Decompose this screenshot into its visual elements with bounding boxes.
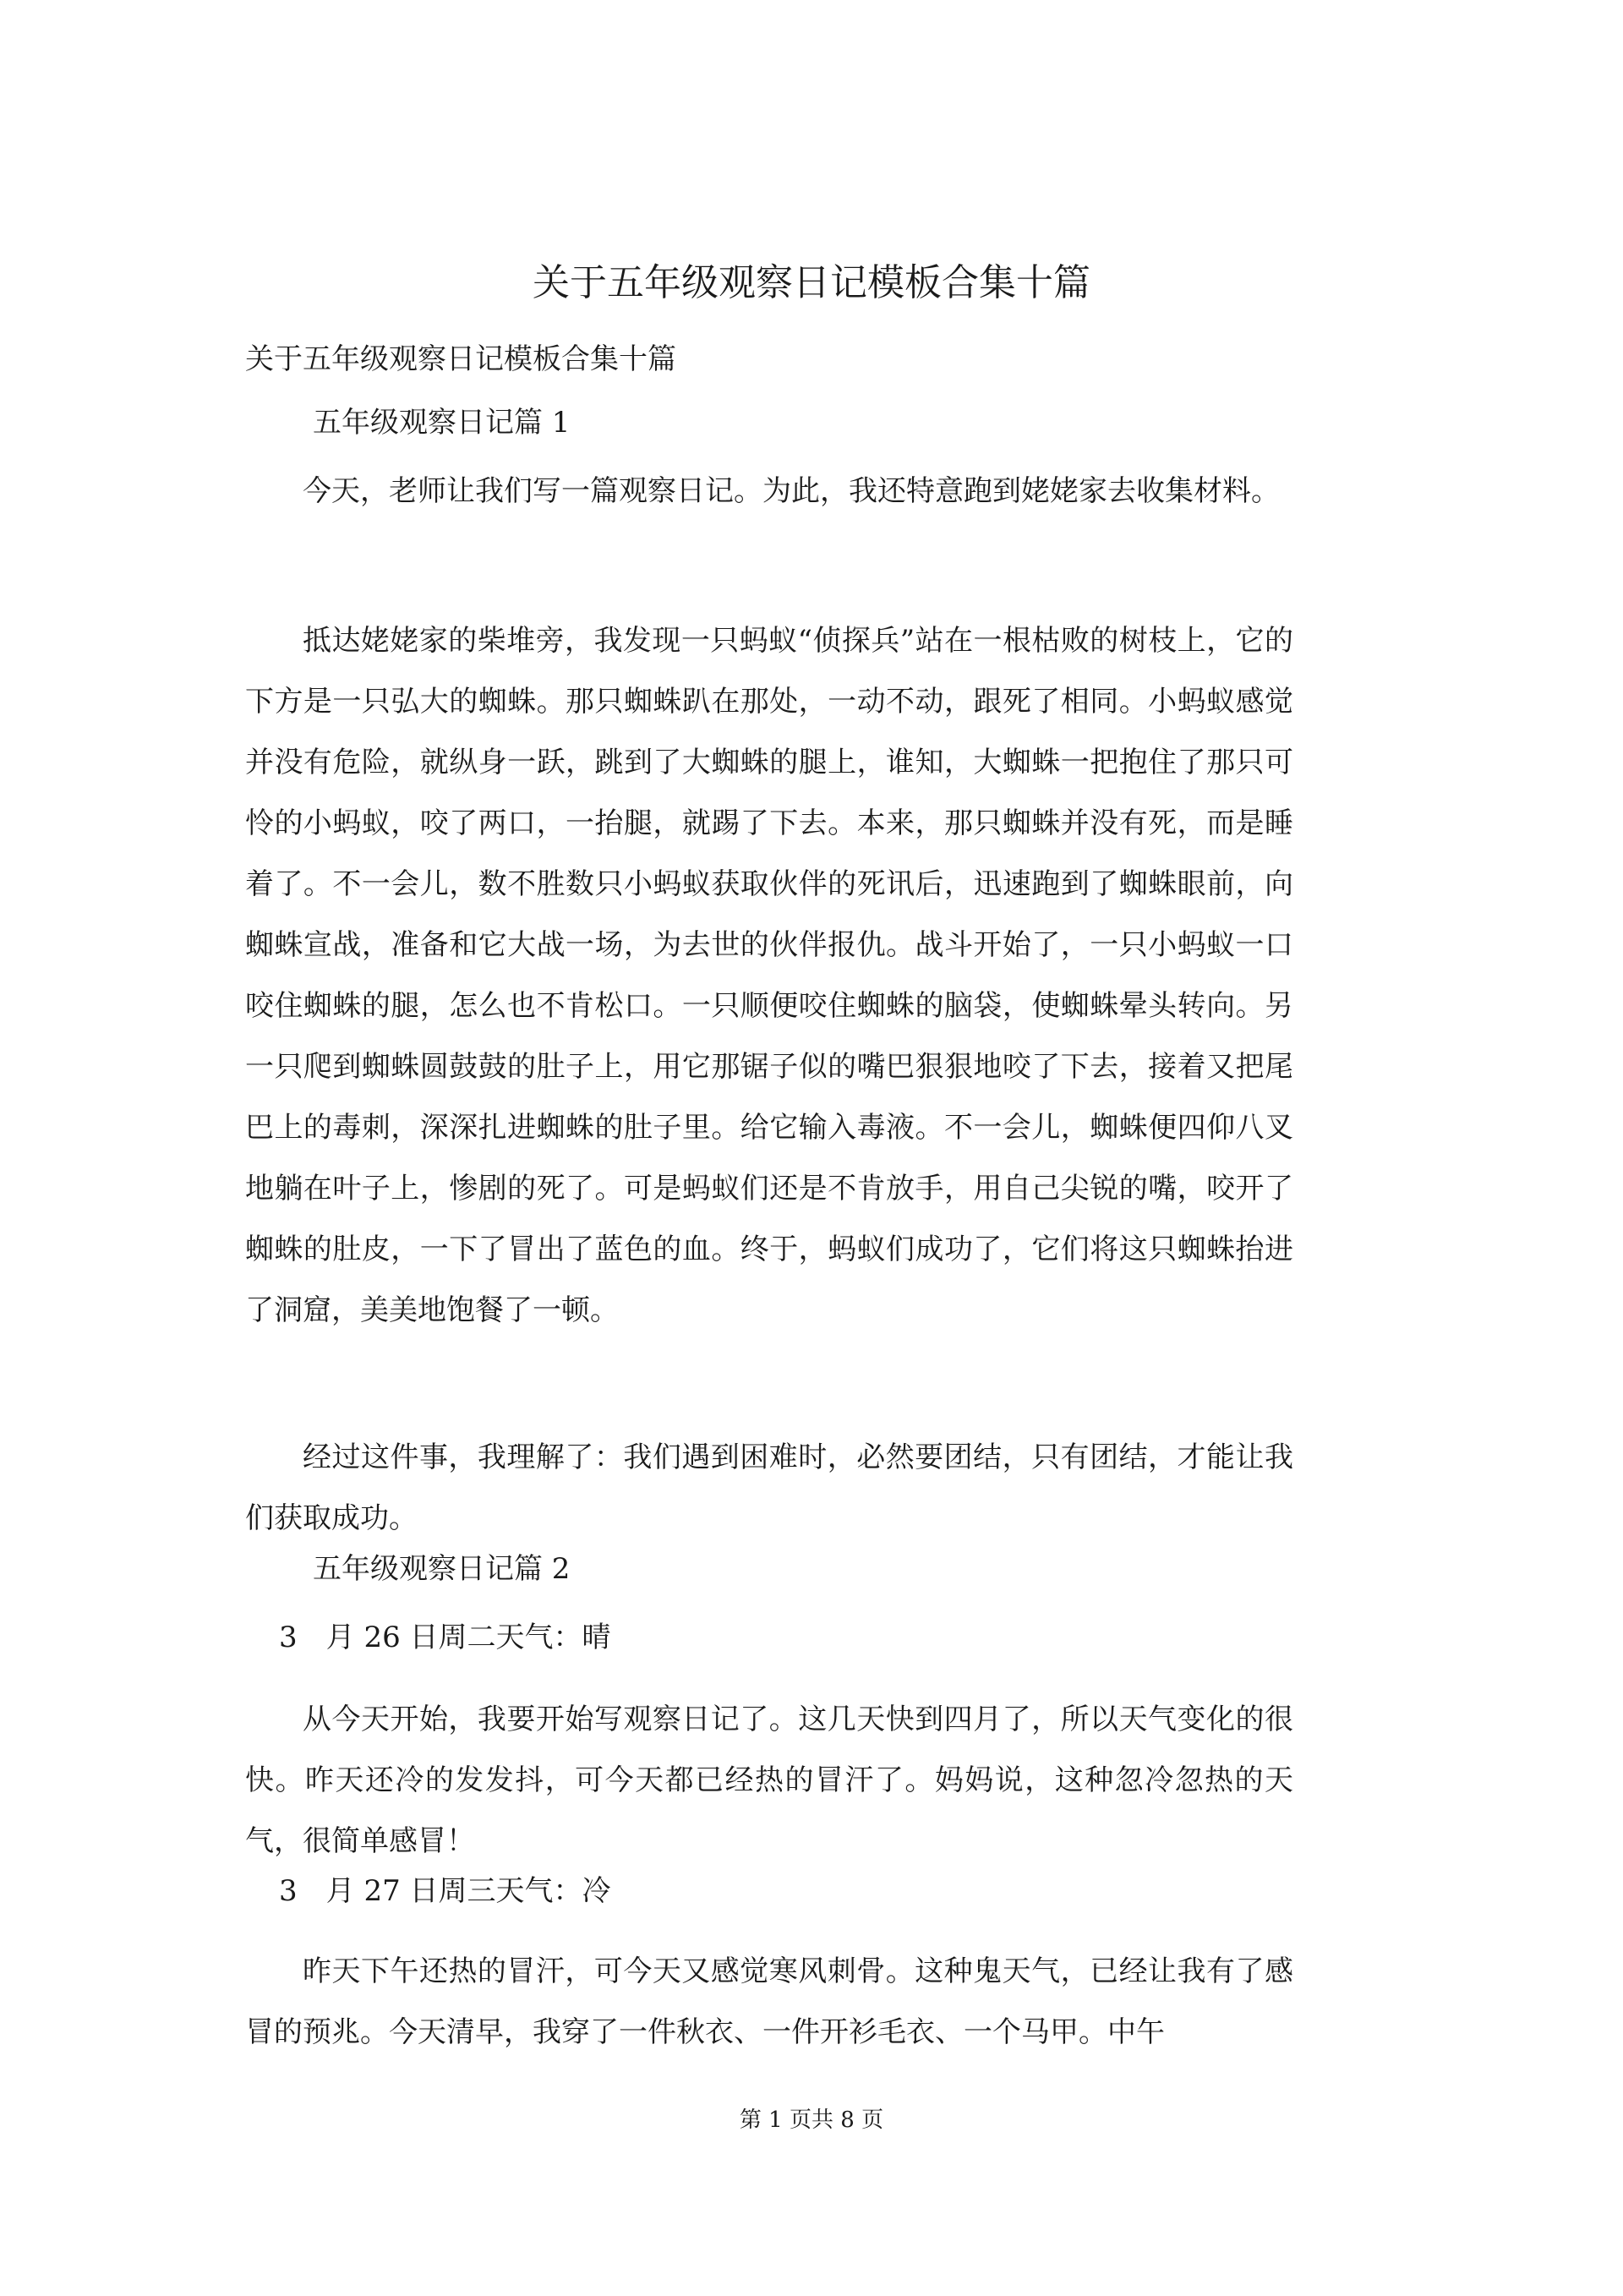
document-subtitle: 关于五年级观察日记模板合集十篇: [245, 342, 676, 376]
paragraph: 抵达姥姥家的柴堆旁，我发现一只蚂蚁“侦探兵”站在一根枯败的树枝上，它的下方是一只弘大的蜘蛛。那只蜘蛛趴在那处，一动不动，跟死了相同。小蚂蚁感觉并没有危险，就纵身一跃，跳到了大蜘蛛的腿上，谁知，大蜘蛛一把抱住了那只可怜的小蚂蚁，咬了两口，一抬腿，就踢了下去。本来，那只蜘蛛并没有死，而是睡着了。不一会儿，数不胜数只小蚂蚁获取伙伴的死讯后，迅速跑到了蜘蛛眼前，向蜘蛛宣战，准备和它大战一场，为去世的伙伴报仇。战斗开始了，一只小蚂蚁一口咬住蜘蛛的腿，怎么也不肯松口。一只顺便咬住蜘蛛的脑袋，使蜘蛛晕头转向。另一只爬到蜘蛛圆鼓鼓的肚子上，用它那锯子似的嘴巴狠狠地咬了下去，接着又把尾巴上的毒刺，深深扎进蜘蛛的肚子里。给它输入毒液。不一会儿，蜘蛛便四仰八叉地躺在叶子上，惨剧的死了。可是蚂蚁们还是不肯放手，用自己尖锐的嘴，咬开了蜘蛛的肚皮，一下了冒出了蓝色的血。终于，蚂蚁们成功了，它们将这只蜘蛛抬进了洞窟，美美地饱餐了一顿。: [245, 624, 1293, 1327]
paragraph: 昨天下午还热的冒汗，可今天又感觉寒风刺骨。这种鬼天气，已经让我有了感冒的预兆。今天清早，我穿了一件秋衣、一件开衫毛衣、一个马甲。中午: [245, 1954, 1293, 2049]
paragraph: 从今天开始，我要开始写观察日记了。这几天快到四月了，所以天气变化的很快。昨天还冷的发发抖，可今天都已经热的冒汗了。妈妈说，这种忽冷忽热的天气，很简单感冒！: [245, 1703, 1293, 1858]
diary-date: 3 月 26 日周二天气：晴: [279, 1621, 611, 1654]
section-heading: 五年级观察日记篇 1: [313, 406, 571, 440]
section-heading: 五年级观察日记篇 2: [313, 1552, 571, 1586]
paragraph: 今天，老师让我们写一篇观察日记。为此，我还特意跑到姥姥家去收集材料。: [303, 474, 1280, 508]
paragraph: 经过这件事，我理解了：我们遇到困难时，必然要团结，只有团结，才能让我们获取成功。: [245, 1440, 1293, 1535]
document-title: 关于五年级观察日记模板合集十篇: [533, 261, 1090, 304]
diary-date: 3 月 27 日周三天气：冷: [279, 1874, 611, 1908]
page-footer: 第 1 页共 8 页: [739, 2107, 884, 2133]
